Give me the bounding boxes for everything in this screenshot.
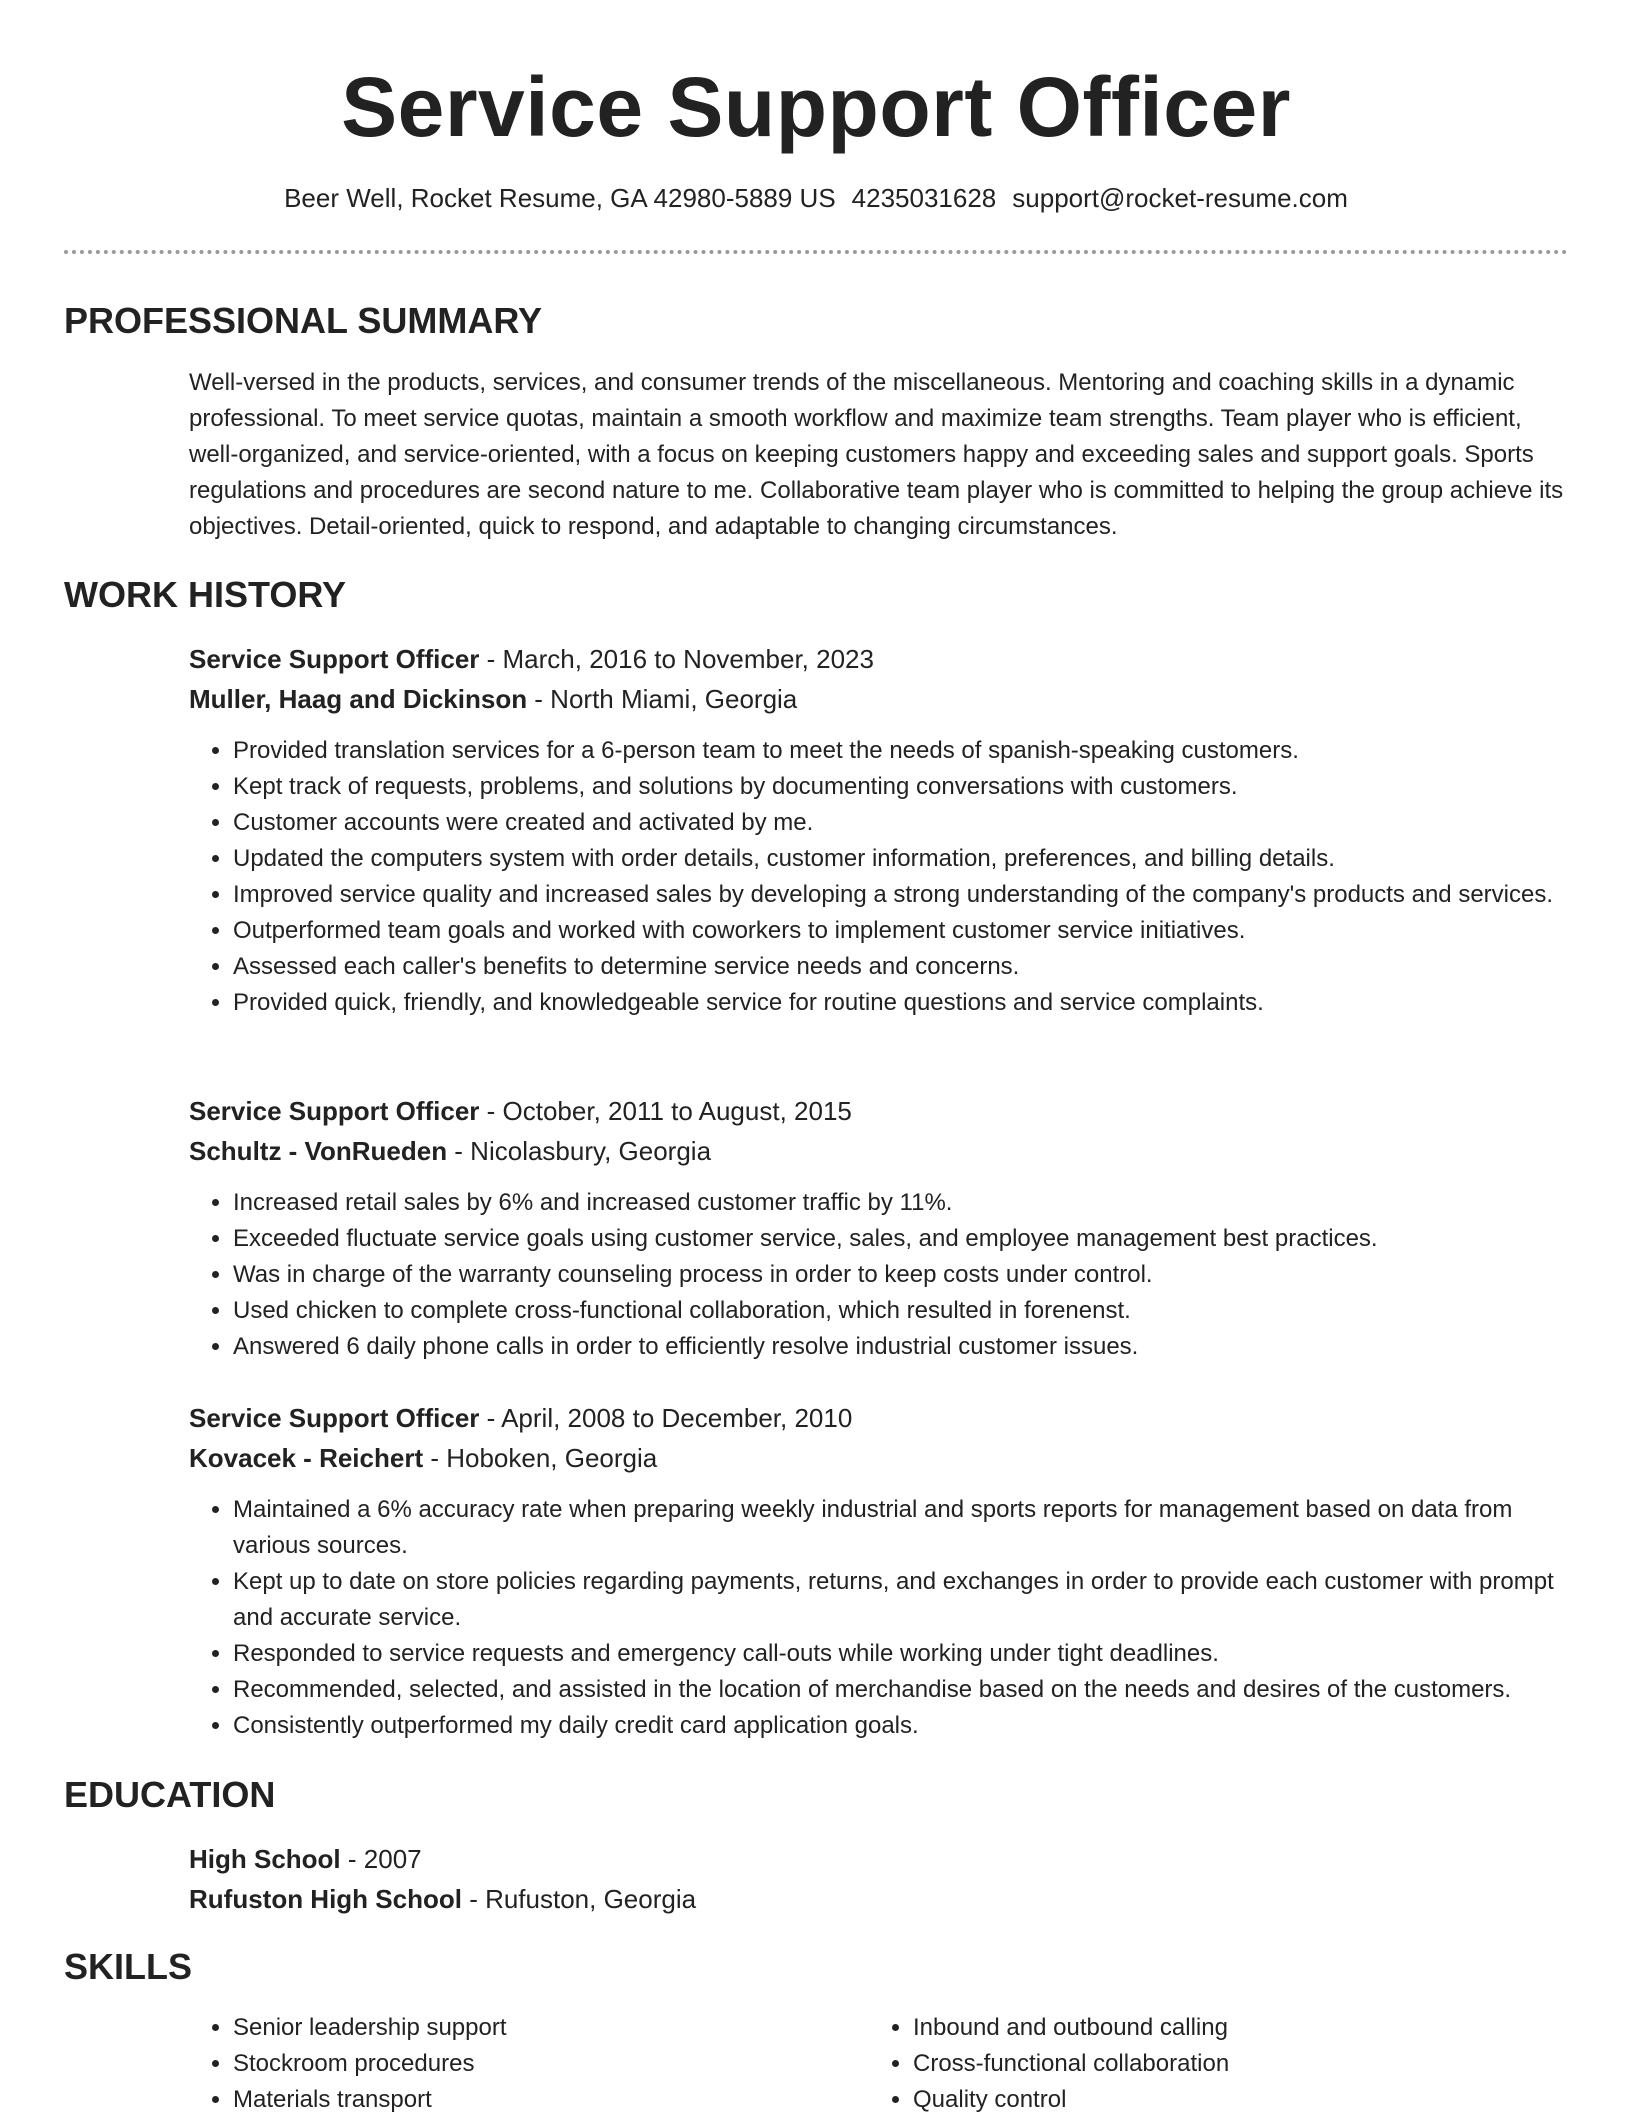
job-company: Kovacek - Reichert: [189, 1443, 424, 1473]
job-role: Service Support Officer: [189, 1403, 480, 1433]
job-title-line: [189, 1398, 1569, 1438]
skills-column-left: [189, 2010, 869, 2118]
job-bullet: • Kept track of requests, problems, and solutions by documenting conversations with customers.: [233, 769, 1569, 805]
contact-email[interactable]: support@rocket-resume.com: [1012, 183, 1348, 213]
degree-line: [189, 1839, 1569, 1879]
skill-item: • Cross-functional collaboration: [913, 2046, 1549, 2082]
job-bullet: • Used chicken to complete cross-functional collaboration, which resulted in forenenst.: [233, 1293, 1569, 1329]
job-entry: [189, 1398, 1569, 1744]
summary-text: Well-versed in the products, services, and consumer trends of the miscellaneous. Mentoring and coaching skills in a dynamic professional. To meet service quotas, maintain a smooth workflow and maximize team strengths. Team player who is efficient, well-organized, and service-oriented, with a focus on keeping customers happy and exceeding sales and support goals. Sports regulations and procedures are second nature to me. Collaborative team player who is committed to helping the group achieve its objectives. Detail-oriented, quick to respond, and adaptable to changing circumstances.: [189, 369, 1564, 540]
job-location: - Nicolasbury, Georgia: [447, 1136, 712, 1166]
job-company-line: [189, 1438, 1569, 1478]
job-company-line: [189, 1131, 1569, 1171]
job-role: Service Support Officer: [189, 1096, 480, 1126]
job-bullets: [189, 733, 1569, 1021]
education-entry: [189, 1839, 1569, 1919]
job-bullet: • Exceeded fluctuate service goals using customer service, sales, and employee management best practices.: [233, 1221, 1569, 1257]
job-bullet: • Consistently outperformed my daily credit card application goals.: [233, 1708, 1569, 1744]
job-bullet: • Outperformed team goals and worked with coworkers to implement customer service initiatives.: [233, 913, 1569, 949]
job-bullets: [189, 1492, 1569, 1744]
contact-line: [0, 180, 1632, 216]
job-bullet: • Kept up to date on store policies regarding payments, returns, and exchanges in order to provide each customer with prompt and accurate service.: [233, 1564, 1569, 1636]
resume-name: Service Support Officer: [341, 60, 1291, 154]
job-title-line: [189, 1091, 1569, 1131]
skill-item: • Inbound and outbound calling: [913, 2010, 1549, 2046]
job-company: Schultz - VonRueden: [189, 1136, 448, 1166]
job-company: Muller, Haag and Dickinson: [189, 684, 528, 714]
degree-year: - 2007: [340, 1844, 422, 1874]
summary-heading: PROFESSIONAL SUMMARY: [64, 300, 543, 341]
school-name: Rufuston High School: [189, 1884, 462, 1914]
school-location: - Rufuston, Georgia: [461, 1884, 697, 1914]
skill-item: • Materials transport: [233, 2082, 869, 2118]
job-dates: - April, 2008 to December, 2010: [479, 1403, 853, 1433]
job-bullet: • Customer accounts were created and activated by me.: [233, 805, 1569, 841]
job-dates: - October, 2011 to August, 2015: [479, 1096, 852, 1126]
work-history-heading: WORK HISTORY: [64, 574, 347, 615]
job-bullet: • Provided quick, friendly, and knowledgeable service for routine questions and service complaints.: [233, 985, 1569, 1021]
job-bullet: • Answered 6 daily phone calls in order to efficiently resolve industrial customer issues.: [233, 1329, 1569, 1365]
skill-item: • Stockroom procedures: [233, 2046, 869, 2082]
job-bullet: • Maintained a 6% accuracy rate when preparing weekly industrial and sports reports for management based on data from various sources.: [233, 1492, 1569, 1564]
job-bullet: • Responded to service requests and emergency call-outs while working under tight deadlines.: [233, 1636, 1569, 1672]
skills-list: [189, 2010, 1569, 2118]
contact-phone: 4235031628: [851, 183, 997, 213]
skills-column-right: [869, 2010, 1549, 2118]
header-divider: [64, 250, 1568, 254]
job-role: Service Support Officer: [189, 644, 480, 674]
degree: High School: [189, 1844, 341, 1874]
job-bullet: • Recommended, selected, and assisted in the location of merchandise based on the needs and desires of the customers.: [233, 1672, 1569, 1708]
job-bullets: [189, 1185, 1569, 1365]
contact-address: Beer Well, Rocket Resume, GA 42980-5889 US: [284, 183, 836, 213]
skill-item: • Senior leadership support: [233, 2010, 869, 2046]
job-bullet: • Assessed each caller's benefits to determine service needs and concerns.: [233, 949, 1569, 985]
job-title-line: [189, 639, 1569, 679]
school-line: [189, 1879, 1569, 1919]
job-bullet: • Updated the computers system with order details, customer information, preferences, and billing details.: [233, 841, 1569, 877]
job-location: - Hoboken, Georgia: [423, 1443, 658, 1473]
job-location: - North Miami, Georgia: [527, 684, 798, 714]
job-company-line: [189, 679, 1569, 719]
skills-heading: SKILLS: [64, 1946, 193, 1987]
job-bullet: • Provided translation services for a 6-person team to meet the needs of spanish-speaking customers.: [233, 733, 1569, 769]
summary-block: [189, 365, 1569, 545]
job-entry: [189, 1091, 1569, 1365]
education-heading: EDUCATION: [64, 1774, 276, 1815]
job-entry: [189, 639, 1569, 1021]
job-bullet: • Increased retail sales by 6% and increased customer traffic by 11%.: [233, 1185, 1569, 1221]
job-bullet: • Improved service quality and increased sales by developing a strong understanding of the company's products and services.: [233, 877, 1569, 913]
job-dates: - March, 2016 to November, 2023: [479, 644, 874, 674]
skill-item: • Quality control: [913, 2082, 1549, 2118]
job-bullet: • Was in charge of the warranty counseling process in order to keep costs under control.: [233, 1257, 1569, 1293]
